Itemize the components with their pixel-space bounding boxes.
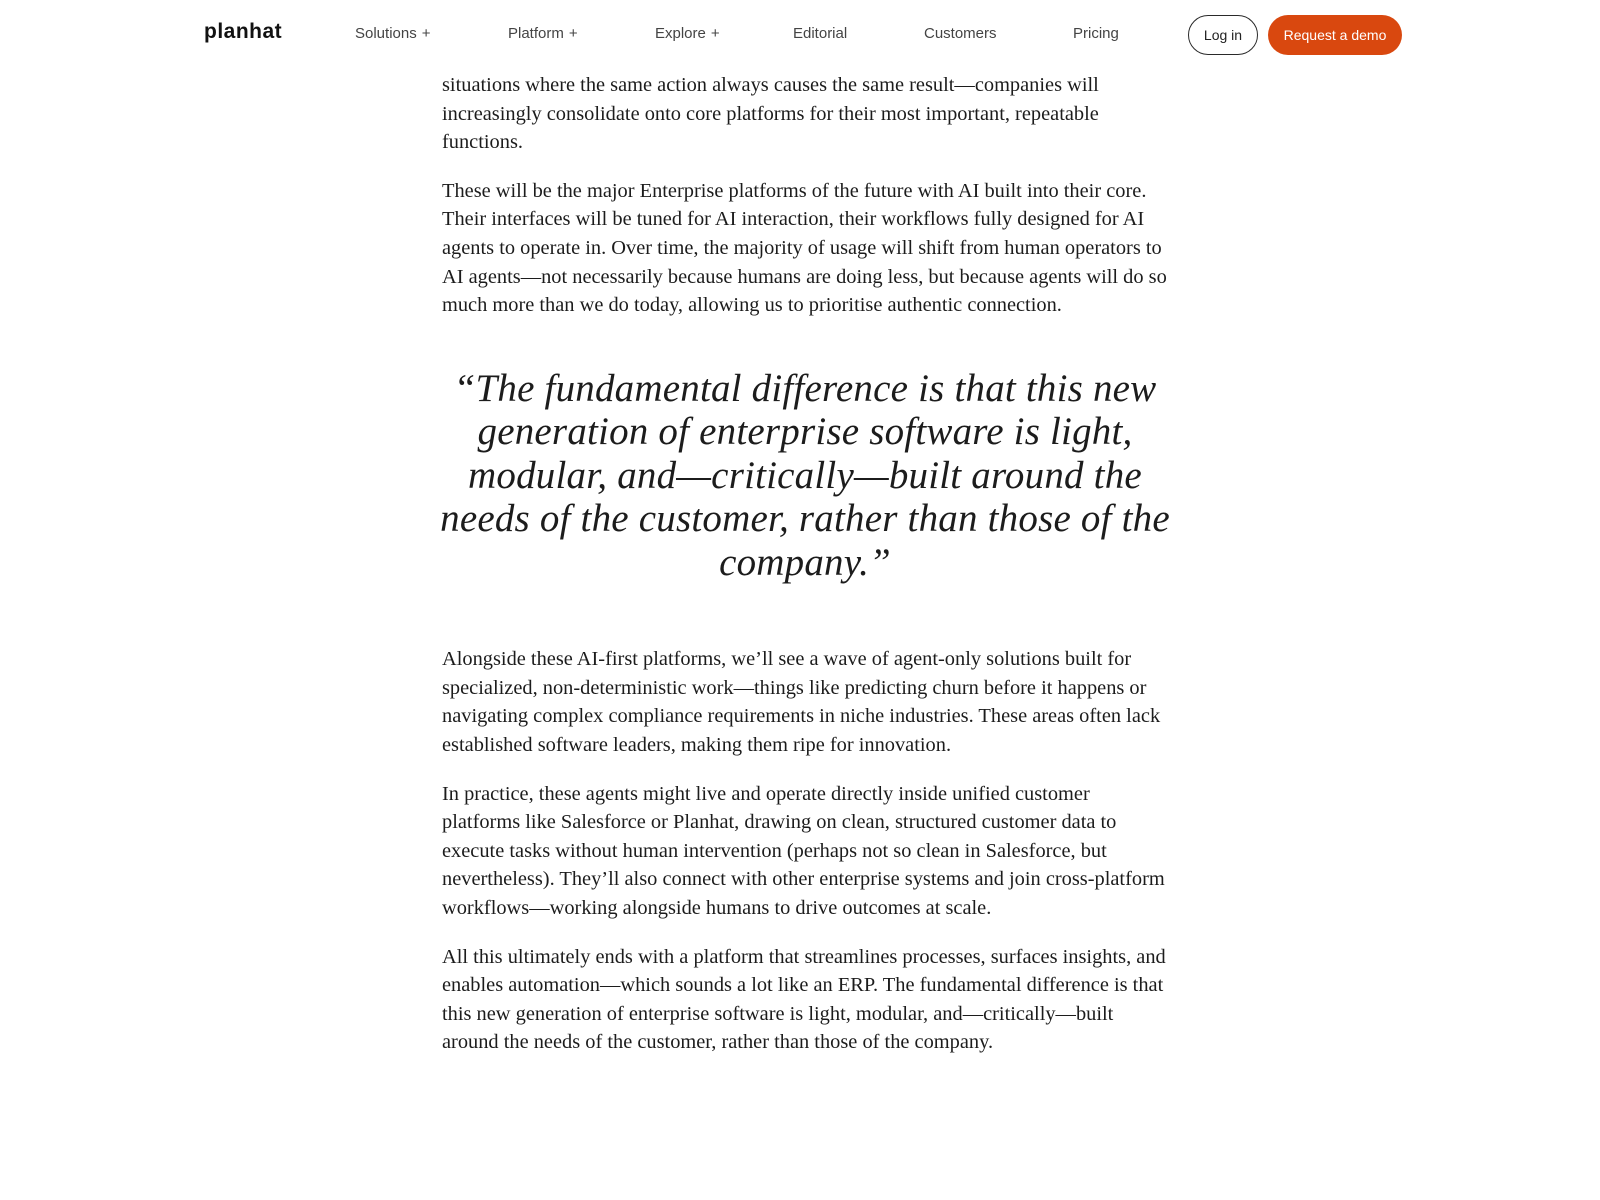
article-paragraph: These will be the major Enterprise platforms of the future with AI built into their core. Their interfaces will be tuned for AI interaction, their workflows fully designed for AI agents to operate in. Over time, the majority of usage will shift from human operators to AI agents—not necessarily because humans are doing less, but because agents will do so much more than we do today, allowing us to prioritise authentic connection. <box>442 179 1167 317</box>
nav-item-pricing[interactable] <box>1073 25 1119 42</box>
nav-item-label: Platform <box>508 25 564 42</box>
nav-item-label: Explore <box>655 25 706 42</box>
request-demo-button[interactable]: Request a demo <box>1268 15 1402 55</box>
nav-item-label: Customers <box>924 25 997 42</box>
log-in-button[interactable]: Log in <box>1188 15 1258 55</box>
nav-item-explore[interactable] <box>655 25 720 42</box>
nav-item-label: Pricing <box>1073 25 1119 42</box>
article-paragraph: Alongside these AI-first platforms, we’ll see a wave of agent-only solutions built for specialized, non-deterministic work—things like predicting churn before it happens or navigating complex compliance requirements in niche industries. These areas often lack established software leaders, making them ripe for innovation. <box>442 648 1161 757</box>
nav-item-label: Editorial <box>793 25 848 42</box>
top-navbar <box>0 0 1600 70</box>
article-paragraph: In practice, these agents might live and operate directly inside unified customer platforms like Salesforce or Planhat, drawing on clean, structured customer data to execute tasks without human intervention (perhaps not so clean in Salesforce, but nevertheless). They’ll also connect with other enterprise systems and join cross-platform workflows—working alongside humans to drive outcomes at scale. <box>442 782 1165 919</box>
plus-icon: + <box>568 25 578 42</box>
nav-item-label: Solutions <box>355 25 417 42</box>
nav-item-solutions[interactable] <box>355 25 430 42</box>
article-paragraph: All this ultimately ends with a platform that streamlines processes, surfaces insights, and enables automation—which sounds a lot like an ERP. The fundamental difference is that this new generation of enterprise software is light, modular, and—critically—built around the needs of the customer, rather than those of the company. <box>442 945 1166 1054</box>
nav-item-customers[interactable] <box>924 25 997 42</box>
planhat-logo[interactable]: planhat <box>204 20 283 43</box>
nav-item-editorial[interactable] <box>793 25 847 42</box>
nav-item-platform[interactable] <box>508 25 578 42</box>
plus-icon: + <box>710 25 720 42</box>
article-paragraph: situations where the same action always causes the same result—companies will increasingly consolidate onto core platforms for their most important, repeatable functions. <box>442 74 1099 154</box>
plus-icon: + <box>421 25 431 42</box>
article-body <box>442 71 1172 1077</box>
pull-quote: “The fundamental difference is that this new generation of enterprise software is light, modular, and—critically—built around the needs of the customer, rather than those of the company.” <box>440 366 1170 584</box>
